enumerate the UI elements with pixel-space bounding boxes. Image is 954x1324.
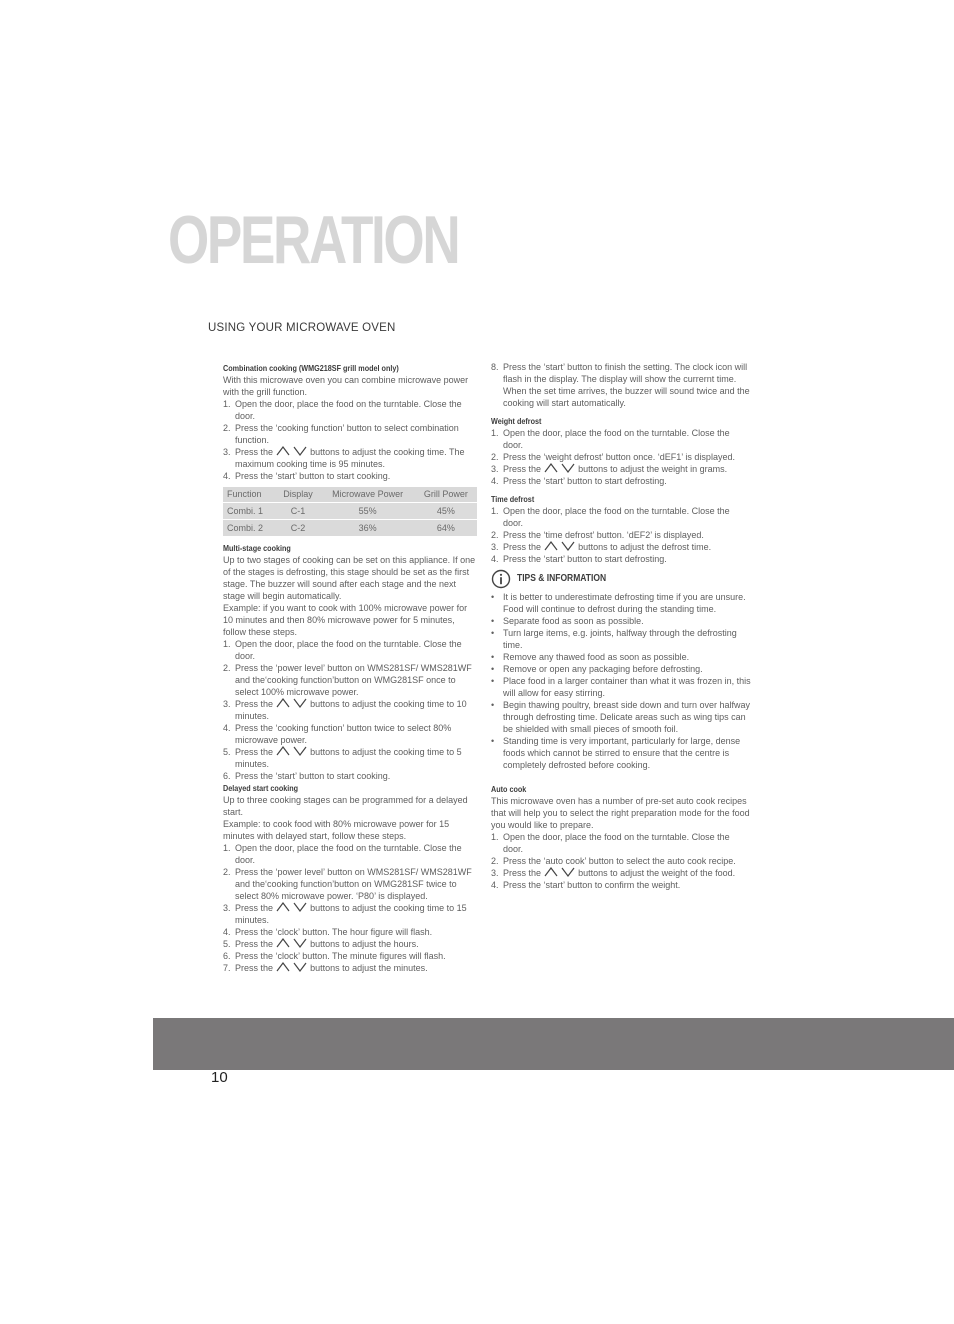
step-text-pre: Press the ‘start’ button to confirm the weight.	[503, 880, 681, 890]
step-text-pre: Press the	[235, 447, 274, 457]
step-number: 6.	[223, 951, 231, 961]
up-down-arrows-icon	[276, 938, 308, 948]
step-number: 7.	[223, 963, 231, 973]
list-item	[223, 962, 479, 974]
step-number: 1.	[491, 832, 499, 842]
step-text	[235, 866, 479, 902]
step-number: 1.	[223, 639, 231, 649]
table-cell: 64%	[415, 520, 477, 537]
list-item	[223, 446, 479, 470]
multistage-example: Example: if you want to cook with 100% microwave power for 10 minutes and then 80% microwave power for 5 minutes, follow these steps.	[223, 603, 468, 637]
multistage-heading: Multi-stage cooking	[223, 543, 291, 553]
step-text-pre: Press the ‘cooking function’ button twice to select 80% microwave power.	[235, 723, 452, 745]
step-text	[235, 842, 479, 866]
step-text-pre: Press the ‘clock’ button. The minute figures will flash.	[235, 951, 446, 961]
up-down-arrows-icon	[544, 541, 576, 551]
list-item	[223, 926, 479, 938]
step-text	[503, 855, 751, 867]
bullet-icon: •	[491, 616, 495, 626]
step-number: 4.	[491, 554, 499, 564]
step-text	[503, 361, 751, 409]
table-cell: Combi. 2	[223, 520, 276, 537]
list-item	[223, 470, 479, 482]
tip-item	[491, 651, 751, 663]
bullet-icon: •	[491, 700, 495, 710]
list-item	[223, 866, 479, 902]
step-text-post: buttons to adjust the defrost time.	[578, 542, 712, 552]
step-text-pre: Press the	[235, 963, 274, 973]
step-text	[235, 902, 479, 926]
tips-header	[491, 569, 751, 589]
step-number: 1.	[223, 399, 231, 409]
bullet-icon: •	[491, 664, 495, 674]
tip-item	[491, 675, 751, 699]
table-header: Microwave Power	[320, 487, 414, 503]
list-item	[223, 698, 479, 722]
table-header: Grill Power	[415, 487, 477, 503]
step-text-pre: Press the ‘start’ button to finish the setting. The clock icon will flash in the display. The display will show the currernt time. When the set time arrives, the buzzer will sound twice and the cooking will start automatically.	[503, 362, 750, 408]
bullet-icon: •	[491, 592, 495, 602]
step-text	[503, 867, 751, 879]
step-text-pre: Press the ‘power level’ button on WMS281SF/ WMS281WF and the‘cooking function’button on WMG281SF twice to select 80% microwave power. ‘P80’ is displayed.	[235, 867, 472, 901]
list-item	[223, 902, 479, 926]
tip-item	[491, 735, 751, 771]
tip-item	[491, 663, 751, 675]
step-text-pre: Open the door, place the food on the turntable. Close the door.	[503, 428, 730, 450]
step-text	[503, 541, 751, 553]
step-number: 1.	[223, 843, 231, 853]
step-text	[503, 475, 751, 487]
delayed-heading: Delayed start cooking	[223, 783, 299, 793]
step-text	[235, 662, 479, 698]
tip-text: Remove any thawed food as soon as possible.	[503, 652, 690, 662]
list-item	[491, 361, 751, 409]
step-number: 1.	[491, 428, 499, 438]
step-text	[503, 879, 751, 891]
bullet-icon: •	[491, 628, 495, 638]
step-text-pre: Press the ‘time defrost’ button. ‘dEF2’ is displayed.	[503, 530, 704, 540]
time-defrost-steps	[491, 505, 751, 565]
step-text-pre: Press the ‘start’ button to start defrosting.	[503, 554, 667, 564]
step-number: 2.	[223, 423, 231, 433]
step-text	[235, 470, 479, 482]
step-text	[235, 938, 479, 950]
step-text	[503, 451, 751, 463]
step-text-pre: Press the	[235, 747, 274, 757]
combination-intro: With this microwave oven you can combine microwave power with the grill function.	[223, 375, 469, 397]
weight-defrost-steps	[491, 427, 751, 487]
table-cell: C-1	[276, 503, 321, 520]
auto-cook-intro: This microwave oven has a number of pre-set auto cook recipes that will help you to select the right preparation mode for the food you would like to prepare.	[491, 796, 750, 830]
step-number: 2.	[491, 530, 499, 540]
step-text-pre: Open the door, place the food on the turntable. Close the door.	[503, 506, 730, 528]
step-number: 3.	[491, 464, 499, 474]
list-item	[491, 831, 751, 855]
step-text-pre: Open the door, place the food on the turntable. Close the door.	[235, 399, 462, 421]
step-number: 3.	[491, 868, 499, 878]
combination-steps	[223, 398, 479, 482]
step-text-post: buttons to adjust the weight in grams.	[578, 464, 728, 474]
step-text-pre: Press the ‘power level’ button on WMS281SF/ WMS281WF and the‘cooking function’button on WMG281SF once to select 100% microwave power.	[235, 663, 472, 697]
step-number: 1.	[491, 506, 499, 516]
table-header-row	[223, 487, 477, 503]
step-text-pre: Press the	[503, 868, 542, 878]
step-number: 8.	[491, 362, 499, 372]
step-number: 2.	[223, 663, 231, 673]
step-text-pre: Press the	[235, 699, 274, 709]
step-text-pre: Press the	[235, 903, 274, 913]
step-text	[503, 553, 751, 565]
tip-item	[491, 699, 751, 735]
up-down-arrows-icon	[276, 746, 308, 756]
list-item	[491, 529, 751, 541]
tip-text: Place food in a larger container than what it was frozen in, this will allow for easy stirring.	[503, 676, 751, 698]
up-down-arrows-icon	[276, 698, 308, 708]
step-number: 4.	[223, 927, 231, 937]
list-item	[223, 950, 479, 962]
list-item	[491, 505, 751, 529]
step-number: 2.	[491, 452, 499, 462]
list-item	[223, 722, 479, 746]
step-number: 3.	[223, 903, 231, 913]
bullet-icon: •	[491, 676, 495, 686]
step-text-post: buttons to adjust the cooking time. The maximum cooking time is 95 minutes.	[235, 447, 465, 469]
list-item	[491, 879, 751, 891]
list-item	[491, 867, 751, 879]
step-text	[235, 638, 479, 662]
multistage-steps	[223, 638, 479, 782]
step-text	[235, 698, 479, 722]
delayed-steps	[223, 842, 479, 974]
page-title: OPERATION	[168, 202, 459, 278]
step-text	[235, 722, 479, 746]
step-text	[235, 746, 479, 770]
step-text	[503, 831, 751, 855]
list-item	[223, 398, 479, 422]
tip-item	[491, 591, 751, 615]
step-number: 4.	[491, 880, 499, 890]
step-text-pre: Press the ‘start’ button to start cooking.	[235, 771, 391, 781]
step-text-pre: Press the ‘start’ button to start cooking.	[235, 471, 391, 481]
step-text-pre: Press the	[235, 939, 274, 949]
step-text	[235, 398, 479, 422]
step-text	[235, 770, 479, 782]
step-text-pre: Press the ‘auto cook’ button to select the auto cook recipe.	[503, 856, 736, 866]
up-down-arrows-icon	[544, 463, 576, 473]
step-number: 4.	[223, 723, 231, 733]
weight-defrost-heading: Weight defrost	[491, 416, 542, 426]
tips-list	[491, 591, 751, 771]
tip-text: Remove or open any packaging before defrosting.	[503, 664, 703, 674]
list-item	[223, 662, 479, 698]
step-number: 5.	[223, 747, 231, 757]
list-item	[491, 451, 751, 463]
up-down-arrows-icon	[276, 902, 308, 912]
step-text-post: buttons to adjust the hours.	[310, 939, 419, 949]
table-row	[223, 503, 477, 520]
step-text-pre: Press the	[503, 464, 542, 474]
step-text-post: buttons to adjust the cooking time to 15 minutes.	[235, 903, 467, 925]
list-item	[223, 938, 479, 950]
table-cell: 45%	[415, 503, 477, 520]
footer-bar	[153, 1018, 954, 1070]
tip-item	[491, 615, 751, 627]
step-number: 2.	[223, 867, 231, 877]
delayed-example: Example: to cook food with 80% microwave power for 15 minutes with delayed start, follow these steps.	[223, 819, 450, 841]
auto-cook-heading: Auto cook	[491, 784, 527, 794]
section-title: USING YOUR MICROWAVE OVEN	[208, 322, 396, 334]
list-item	[491, 463, 751, 475]
multistage-intro: Up to two stages of cooking can be set on this appliance. If one of the stages is defrosting, this stage should be set as the first stage. The buzzer will sound after each stage and the next stage will begin automatically.	[223, 555, 476, 601]
delayed-steps-continued	[491, 361, 751, 409]
step-text	[235, 422, 479, 446]
table-row	[223, 520, 477, 537]
step-text-post: buttons to adjust the cooking time to 5 minutes.	[235, 747, 462, 769]
right-column	[491, 361, 751, 891]
step-number: 3.	[491, 542, 499, 552]
list-item	[491, 541, 751, 553]
bullet-icon: •	[491, 736, 495, 746]
list-item	[491, 427, 751, 451]
step-number: 2.	[491, 856, 499, 866]
tip-text: Standing time is very important, particularly for large, dense foods which cannot be stirred to ensure that the centre is completely defrosted before cooking.	[503, 736, 741, 770]
table-header: Display	[276, 487, 321, 503]
table-cell: C-2	[276, 520, 321, 537]
up-down-arrows-icon	[276, 962, 308, 972]
table-cell: 55%	[320, 503, 414, 520]
list-item	[491, 855, 751, 867]
tips-heading: TIPS & INFORMATION	[517, 573, 607, 584]
step-text	[235, 446, 479, 470]
step-number: 3.	[223, 699, 231, 709]
table-header: Function	[223, 487, 276, 503]
step-text-pre: Open the door, place the food on the turntable. Close the door.	[503, 832, 730, 854]
tip-item	[491, 627, 751, 651]
left-column	[223, 362, 479, 974]
tip-text: Begin thawing poultry, breast side down and turn over halfway through defrosting time. Delicate areas such as wing tips can be shielded with small pieces of smooth foil.	[503, 700, 750, 734]
step-text-pre: Press the	[503, 542, 542, 552]
list-item	[223, 422, 479, 446]
step-text	[503, 427, 751, 451]
step-text-pre: Open the door, place the food on the turntable. Close the door.	[235, 843, 462, 865]
step-text	[503, 505, 751, 529]
step-text	[235, 962, 479, 974]
step-text-post: buttons to adjust the weight of the food.	[578, 868, 736, 878]
tip-text: It is better to underestimate defrosting time if you are unsure. Food will continue to defrost during the standing time.	[503, 592, 746, 614]
step-text	[235, 926, 479, 938]
step-number: 4.	[223, 471, 231, 481]
delayed-intro: Up to three cooking stages can be programmed for a delayed start.	[223, 795, 468, 817]
step-text-post: buttons to adjust the cooking time to 10 minutes.	[235, 699, 467, 721]
combination-table	[223, 487, 477, 536]
table-cell: 36%	[320, 520, 414, 537]
step-number: 4.	[491, 476, 499, 486]
up-down-arrows-icon	[276, 446, 308, 456]
list-item	[223, 746, 479, 770]
step-text-pre: Press the ‘cooking function’ button to select combination function.	[235, 423, 459, 445]
info-icon	[491, 569, 511, 589]
table-cell: Combi. 1	[223, 503, 276, 520]
step-number: 5.	[223, 939, 231, 949]
step-number: 6.	[223, 771, 231, 781]
step-number: 3.	[223, 447, 231, 457]
step-text	[235, 950, 479, 962]
combination-heading: Combination cooking (WMG218SF grill model only)	[223, 363, 399, 373]
list-item	[491, 475, 751, 487]
list-item	[223, 638, 479, 662]
tip-text: Separate food as soon as possible.	[503, 616, 644, 626]
list-item	[223, 770, 479, 782]
time-defrost-heading: Time defrost	[491, 494, 535, 504]
list-item	[491, 553, 751, 565]
list-item	[223, 842, 479, 866]
step-text-pre: Press the ‘weight defrost’ button once. ‘dEF1’ is displayed.	[503, 452, 735, 462]
step-text	[503, 463, 751, 475]
up-down-arrows-icon	[544, 867, 576, 877]
bullet-icon: •	[491, 652, 495, 662]
step-text-post: buttons to adjust the minutes.	[310, 963, 428, 973]
step-text	[503, 529, 751, 541]
step-text-pre: Press the ‘clock’ button. The hour figure will flash.	[235, 927, 433, 937]
tip-text: Turn large items, e.g. joints, halfway through the defrosting time.	[503, 628, 737, 650]
page-number: 10	[211, 1069, 228, 1086]
auto-cook-steps	[491, 831, 751, 891]
step-text-pre: Press the ‘start’ button to start defrosting.	[503, 476, 667, 486]
step-text-pre: Open the door, place the food on the turntable. Close the door.	[235, 639, 462, 661]
